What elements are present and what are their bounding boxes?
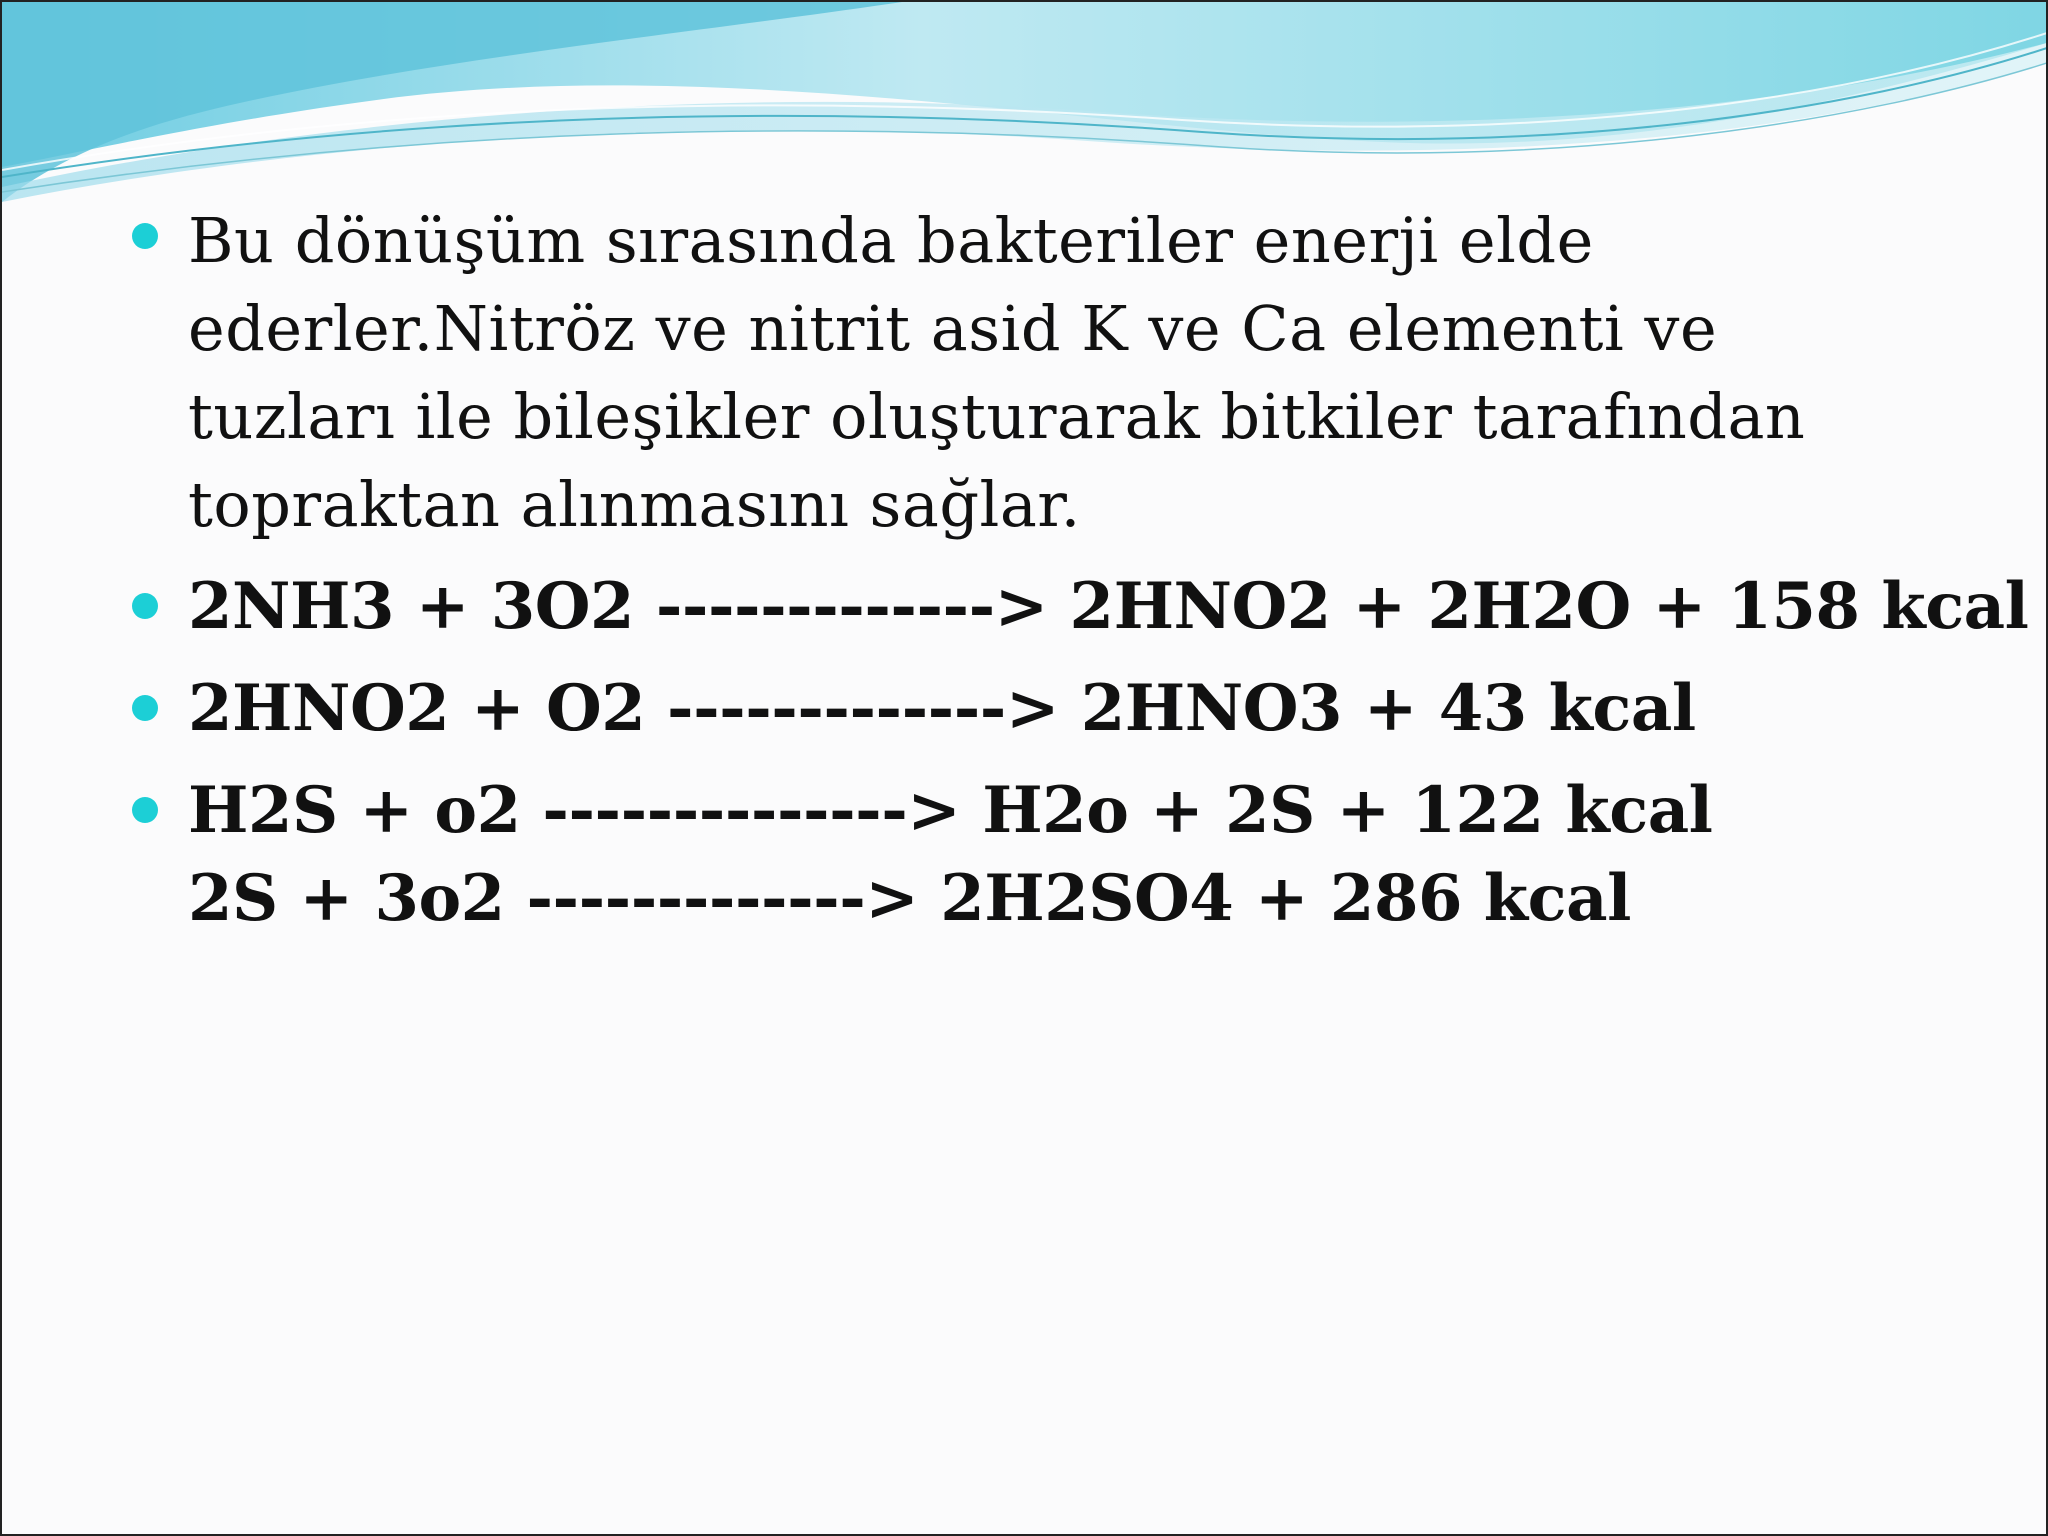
bullet-dot-icon bbox=[132, 593, 158, 619]
bullet-equation-2 bbox=[132, 665, 1932, 753]
bullet-dot-icon bbox=[132, 223, 158, 249]
equation-text: 2NH3 + 3O2 -------------> 2HNO2 + 2H2O + 158 kcal bbox=[188, 569, 2029, 644]
equation-text bbox=[188, 767, 1932, 943]
equation-line: 2S + 3o2 -------------> 2H2SO4 + 286 kcal bbox=[188, 861, 1631, 936]
paragraph-line: tuzları ile bileşikler oluşturarak bitkiler tarafından bbox=[188, 380, 1806, 453]
equation-line: H2S + o2 --------------> H2o + 2S + 122 kcal bbox=[188, 773, 1713, 848]
paragraph-text bbox=[188, 197, 1932, 549]
bullet-dot-icon bbox=[132, 797, 158, 823]
bullet-dot-icon bbox=[132, 695, 158, 721]
bullet-equation-1 bbox=[132, 563, 2029, 651]
paragraph-line: topraktan alınmasını sağlar. bbox=[188, 468, 1081, 541]
paragraph-line: Bu dönüşüm sırasında bakteriler enerji elde bbox=[188, 204, 1594, 277]
equation-text: 2HNO2 + O2 -------------> 2HNO3 + 43 kcal bbox=[188, 671, 1696, 746]
bullet-paragraph bbox=[132, 197, 1932, 549]
paragraph-line: ederler.Nitröz ve nitrit asid K ve Ca elementi ve bbox=[188, 292, 1718, 365]
slide-content bbox=[132, 197, 2029, 957]
bullet-equation-3 bbox=[132, 767, 1932, 943]
